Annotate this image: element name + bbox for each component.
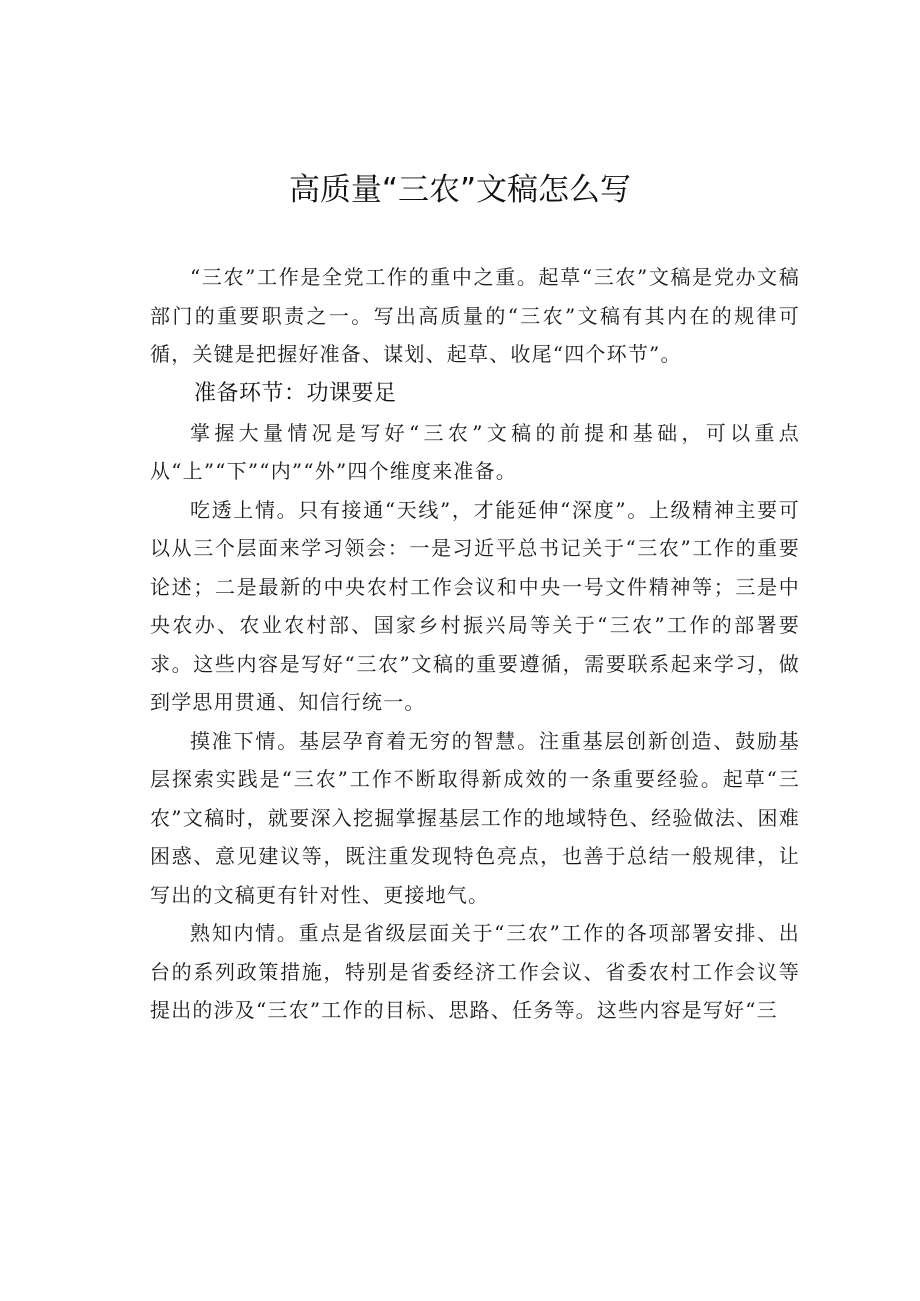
- body-paragraph-3: 摸准下情。基层孕育着无穷的智慧。注重基层创新创造、鼓励基层探索实践是“三农”工作不断取得新成效的一条重要经验。起草“三农”文稿时，就要深入挖掘掌握基层工作的地域特色、经验做法、困难困惑、意见建议等，既注重发现特色亮点，也善于总结一般规律，让写出的文稿更有针对性、更接地气。: [150, 728, 800, 907]
- document-title: 高质量“三农”文稿怎么写: [288, 172, 632, 208]
- document-body: [150, 258, 800, 1030]
- body-paragraph-4: 熟知内情。重点是省级层面关于“三农”工作的各项部署安排、出台的系列政策措施，特别是省委经济工作会议、省委农村工作会议等提出的涉及“三农”工作的目标、思路、任务等。这些内容是写好“三: [150, 921, 800, 1022]
- intro-paragraph: “三农”工作是全党工作的重中之重。起草“三农”文稿是党办文稿部门的重要职责之一。写出高质量的“三农”文稿有其内在的规律可循，关键是把握好准备、谋划、起草、收尾“四个环节”。: [150, 265, 800, 366]
- body-paragraph-1: 掌握大量情况是写好“三农”文稿的前提和基础，可以重点从“上”“下”“内”“外”四个维度来准备。: [150, 420, 800, 483]
- section-heading: 准备环节：功课要足: [194, 380, 397, 406]
- body-paragraph-2: 吃透上情。只有接通“天线”，才能延伸“深度”。上级精神主要可以从三个层面来学习领会：一是习近平总书记关于“三农”工作的重要论述；二是最新的中央农村工作会议和中央一号文件精神等；三是中央农办、农业农村部、国家乡村振兴局等关于“三农”工作的部署要求。这些内容是写好“三农”文稿的重要遵循，需要联系起来学习，做到学思用贯通、知信行统一。: [150, 497, 800, 714]
